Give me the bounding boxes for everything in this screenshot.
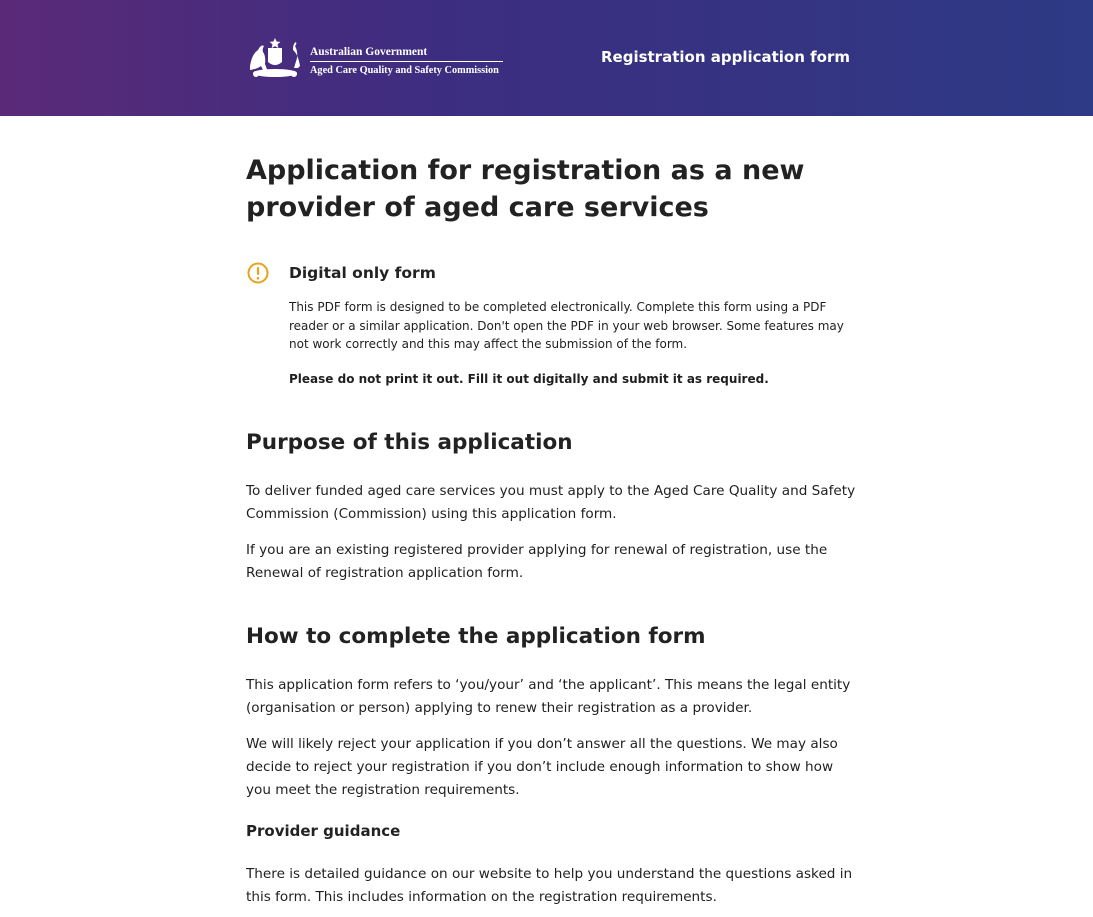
how-to-heading: How to complete the application form xyxy=(246,624,706,649)
provider-guidance-heading: Provider guidance xyxy=(246,822,401,840)
warning-circle-icon xyxy=(246,261,270,285)
how-to-paragraph: This application form refers to ‘you/your’ and ‘the applicant’. This means the legal entity (organisation or person) applying to renew their registration as a provider. xyxy=(246,677,851,716)
notice-body: This PDF form is designed to be completed electronically. Complete this form using a PDF reader or a similar application. Don't open the PDF in your web browser. Some features may not work correctly and this may affect the submission of the form. xyxy=(289,300,844,351)
logo-divider xyxy=(310,61,503,62)
government-name: Australian Government xyxy=(310,46,428,58)
provider-guidance-paragraph: There is detailed guidance on our website to help you understand the questions asked in this form. This includes information on the registration requirements. xyxy=(246,866,853,905)
agency-name: Aged Care Quality and Safety Commission xyxy=(310,65,499,76)
header-banner xyxy=(0,0,1093,116)
notice-heading: Digital only form xyxy=(289,264,436,282)
how-to-paragraph: We will likely reject your application if you don’t answer all the questions. We may also decide to reject your registration if you don’t include enough information to show how you meet the registration requirements. xyxy=(246,736,838,798)
purpose-paragraph: To deliver funded aged care services you must apply to the Aged Care Quality and Safety Commission (Commission) using this application form. xyxy=(246,483,856,522)
notice-bold-note: Please do not print it out. Fill it out digitally and submit it as required. xyxy=(289,372,769,386)
page-title: Application for registration as a new provider of aged care services xyxy=(246,155,805,223)
government-logo xyxy=(246,36,506,80)
purpose-paragraph: If you are an existing registered provider applying for renewal of registration, use the Renewal of registration application form. xyxy=(246,542,828,581)
coat-of-arms-icon xyxy=(246,36,304,80)
purpose-heading: Purpose of this application xyxy=(246,430,573,455)
form-title: Registration application form xyxy=(600,48,850,66)
